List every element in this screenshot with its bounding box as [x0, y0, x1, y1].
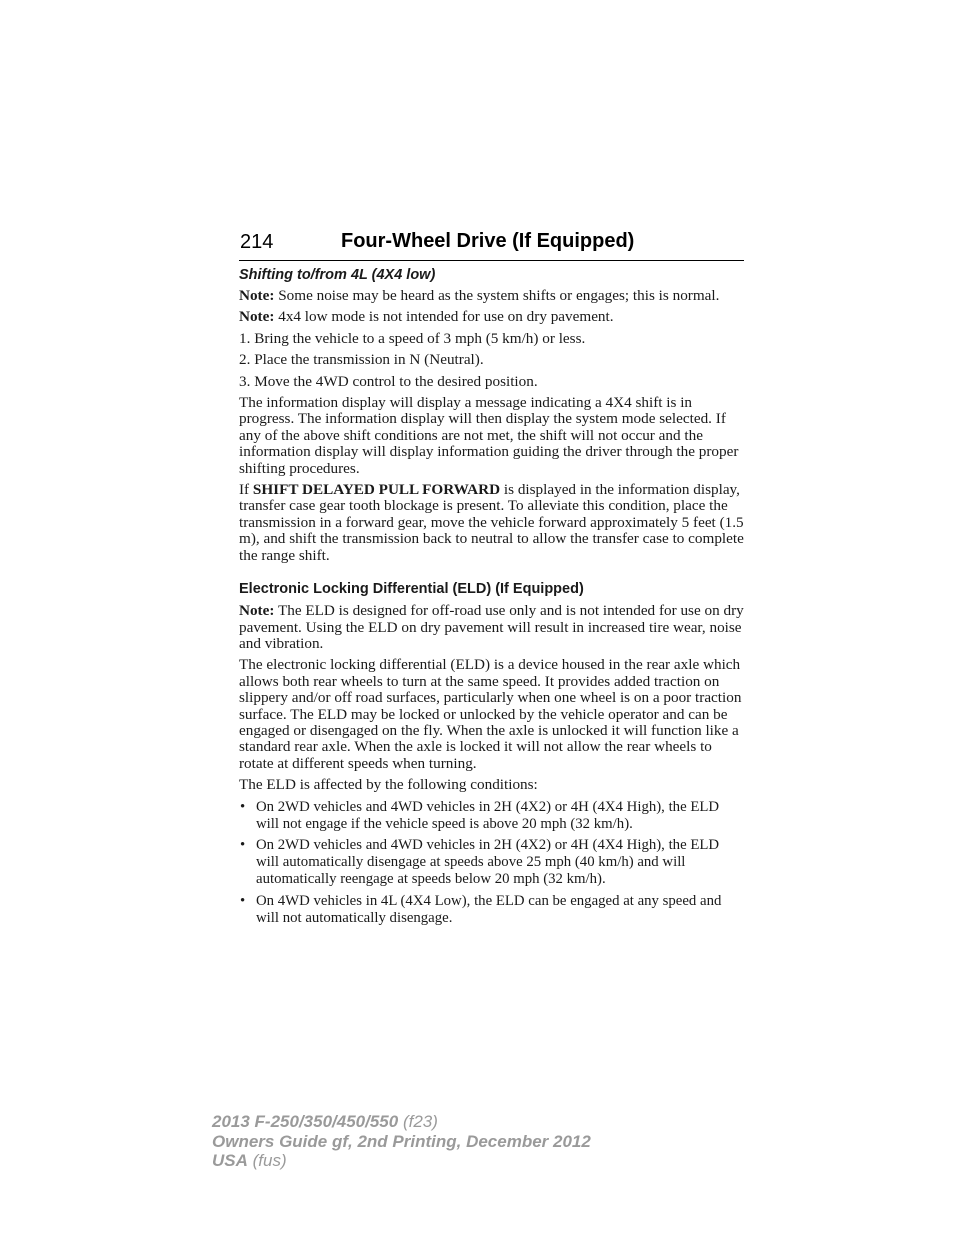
display-message: SHIFT DELAYED PULL FORWARD: [252, 481, 501, 499]
step-item: 2. Place the transmission in N (Neutral).: [239, 351, 484, 369]
step-item: 1. Bring the vehicle to a speed of 3 mph (5 km/h) or less.: [239, 329, 586, 347]
shift-delayed-paragraph: [239, 482, 745, 564]
note-paragraph: [239, 603, 745, 652]
page-body: [239, 266, 745, 931]
list-item-text: On 4WD vehicles in 4L (4X4 Low), the ELD can be engaged at any speed and will not automatically disengage.: [256, 892, 722, 926]
footer-market-code: (fus): [247, 1151, 287, 1170]
footer-model: 2013 F-250/350/450/550: [212, 1112, 399, 1131]
note-label: Note:: [239, 308, 275, 326]
section-heading-4l-shifting: Shifting to/from 4L (4X4 low): [239, 267, 436, 283]
bullet-icon: •: [240, 837, 246, 854]
note-paragraph: [239, 288, 745, 304]
note-label: Note:: [239, 602, 275, 620]
footer-market-line: [212, 1151, 591, 1171]
page-header: [239, 228, 744, 261]
list-item-text: On 2WD vehicles and 4WD vehicles in 2H (4X2) or 4H (4X4 High), the ELD will not engage if the vehicle speed is above 20 mph (32 km/h).: [256, 798, 720, 832]
footer-guide-line: [212, 1132, 591, 1152]
footer-model-code: (f23): [398, 1112, 438, 1131]
list-item: [239, 837, 745, 888]
note-paragraph: [239, 309, 745, 325]
list-item: [239, 799, 745, 833]
body-paragraph: The electronic locking differential (ELD) is a device housed in the rear axle which allows both rear wheels to turn at the same speed. It provides added traction on slippery and/or off road surfaces, particularly when one wheel is on a poor traction surface. The ELD may be locked or unlocked by the vehicle operator and can be engaged or disengaged on the fly. When the axle is unlocked it will function like a standard rear axle. When the axle is locked it will not allow the rear wheels to rotate at different speeds when turning.: [239, 656, 742, 772]
conditions-list: [239, 799, 745, 927]
shift-prefix: If: [239, 481, 253, 499]
chapter-title: Four-Wheel Drive (If Equipped): [341, 230, 635, 252]
shift-text: is displayed in the information display, transfer case gear tooth blockage is present. To alleviate this condition, place the transmission in a forward gear, move the vehicle forward approximately 5 feet (1.5 m), and shift the transmission back to neutral to allow the transfer case to complete the range shift.: [239, 481, 744, 564]
note-text: Some noise may be heard as the system shifts or engages; this is normal.: [274, 287, 720, 304]
bullet-icon: •: [240, 798, 246, 815]
list-item-text: On 2WD vehicles and 4WD vehicles in 2H (4X2) or 4H (4X4 High), the ELD will automatically disengage at speeds above 25 mph (40 km/h) and will automatically reengage at speeds below 20 mph (32 km/h).: [256, 837, 720, 888]
step-item: 3. Move the 4WD control to the desired position.: [239, 372, 538, 390]
note-text: The ELD is designed for off-road use only and is not intended for use on dry pavement. Using the ELD on dry pavement will result in increased tire wear, noise and vibration.: [239, 602, 744, 652]
note-label: Note:: [239, 287, 275, 304]
list-item: [239, 893, 745, 927]
body-paragraph: The information display will display a message indicating a 4X4 shift is in progress. The information display will then display the system mode selected. If any of the above shift conditions are not met, the shift will not occur and the information display will display information guiding the driver through the proper shifting procedures.: [239, 394, 739, 477]
page-number: 214: [240, 231, 274, 253]
page-footer: [212, 1112, 591, 1171]
footer-guide: Owners Guide gf, 2nd Printing, December 2012: [212, 1131, 591, 1151]
note-text: 4x4 low mode is not intended for use on dry pavement.: [274, 308, 614, 326]
section-heading-eld: Electronic Locking Differential (ELD) (If Equipped): [239, 581, 584, 598]
bullet-icon: •: [240, 892, 246, 909]
footer-model-line: [212, 1112, 591, 1132]
footer-market: USA: [212, 1151, 248, 1170]
conditions-intro: The ELD is affected by the following conditions:: [239, 776, 538, 794]
